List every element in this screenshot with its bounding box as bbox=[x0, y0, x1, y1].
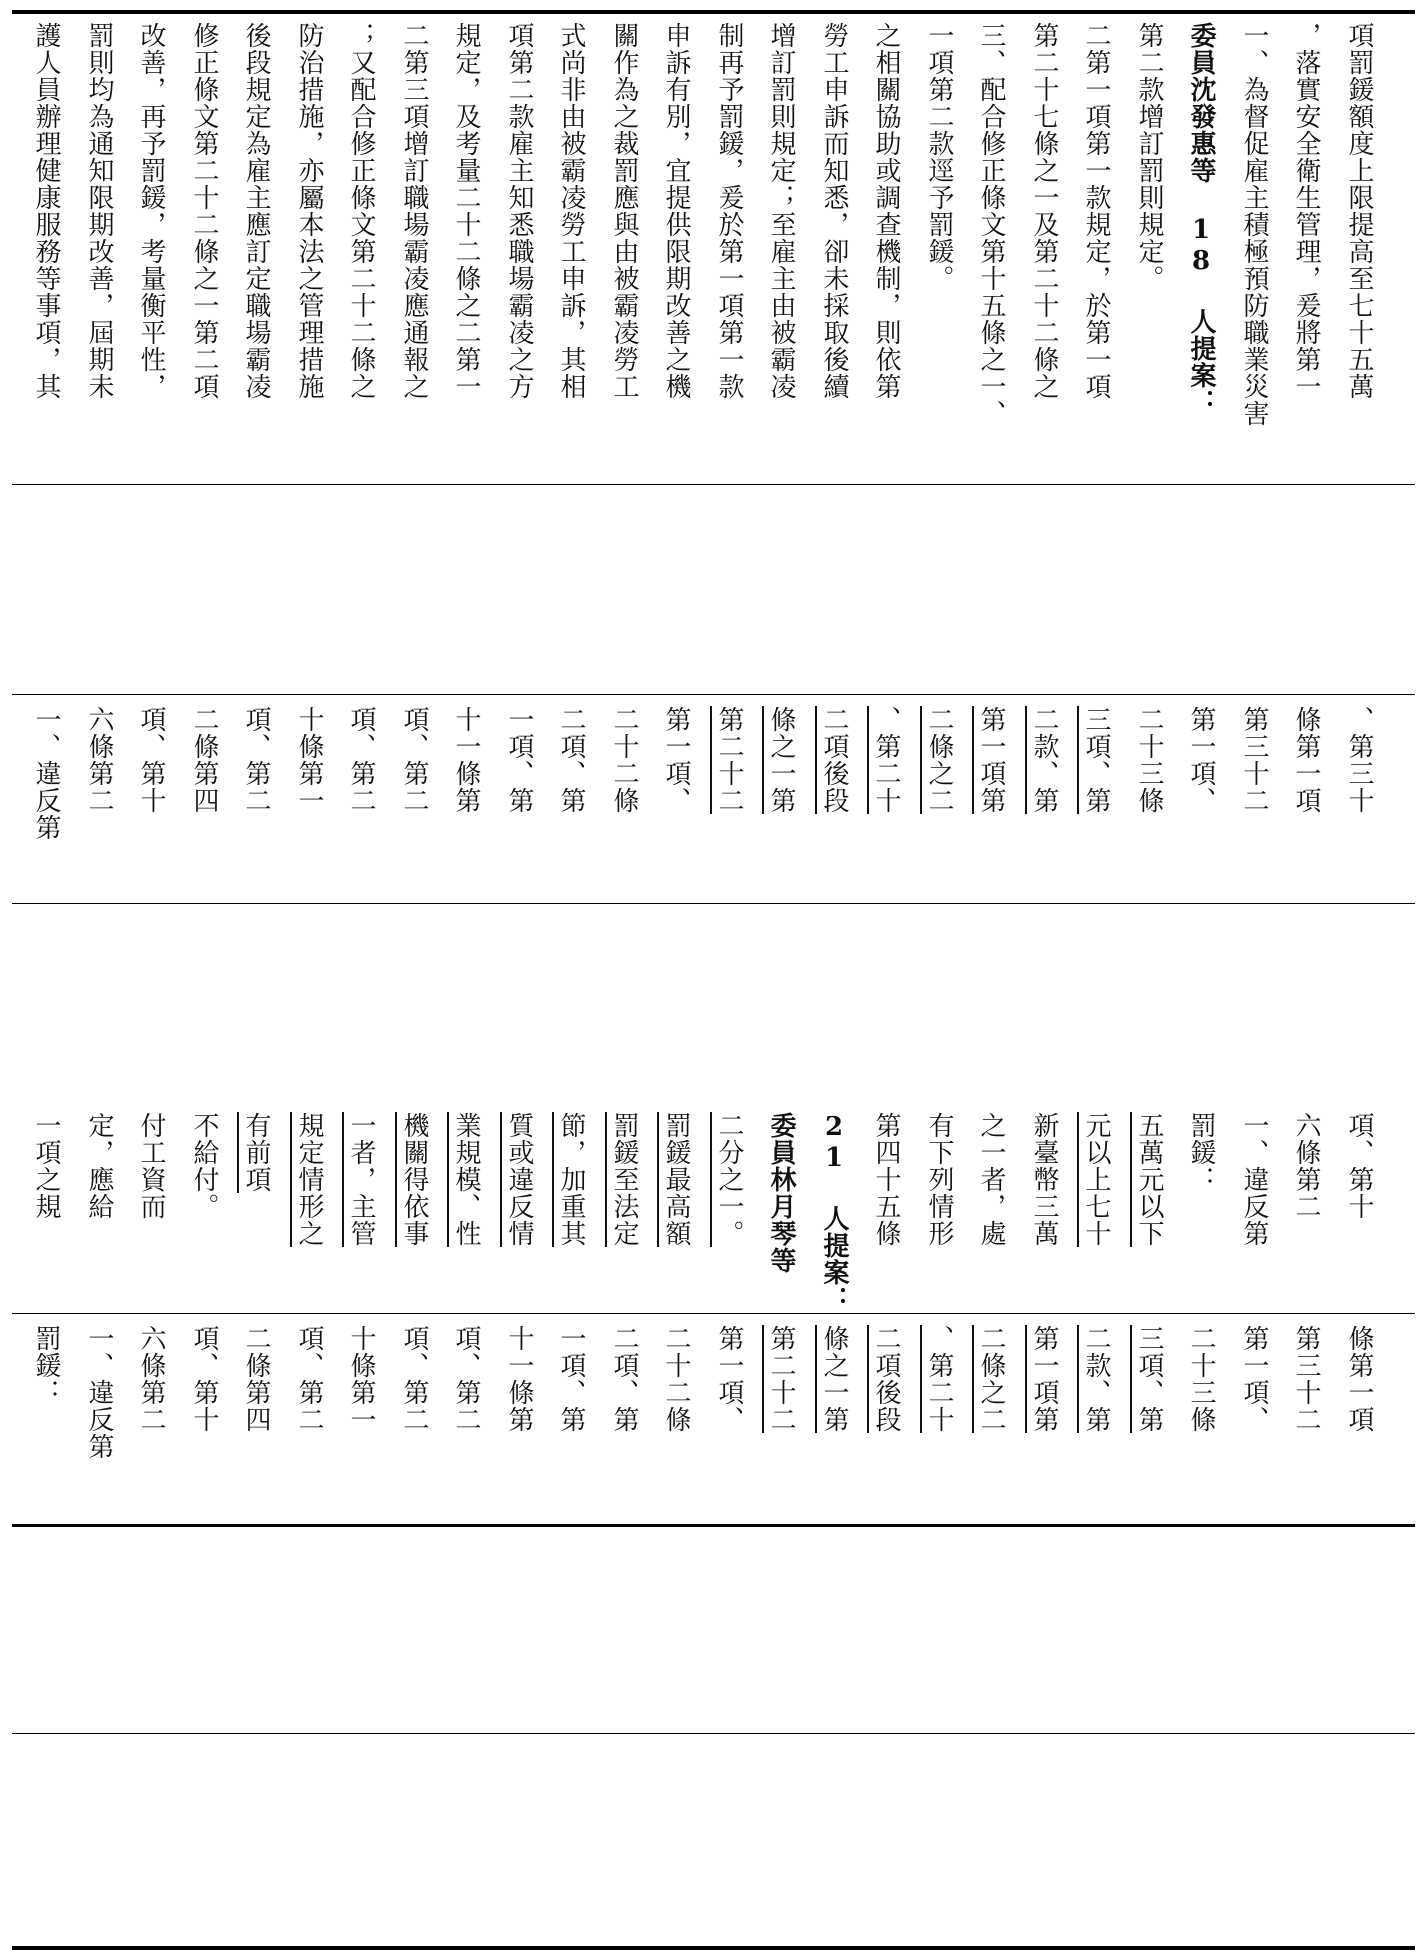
amended-text-column: 、第二十 bbox=[871, 706, 901, 814]
text-column: 二第一項第一款規定，於第一項 bbox=[1081, 22, 1111, 400]
text-column: 一項之規 bbox=[31, 1112, 61, 1220]
text-column: 第一項、 bbox=[1186, 706, 1216, 814]
amended-text-column: 第二十二 bbox=[714, 706, 744, 814]
amended-text-column: 、第二十 bbox=[924, 1325, 954, 1433]
text-column: 項、第二 bbox=[294, 1325, 324, 1433]
text-column: 十條第一 bbox=[346, 1325, 376, 1433]
text-column: 項、第二 bbox=[399, 1325, 429, 1433]
amended-text-column: 罰鍰至法定 bbox=[609, 1112, 639, 1247]
amended-text-column: 二款、第 bbox=[1029, 706, 1059, 814]
text-column: 十條第一 bbox=[294, 706, 324, 814]
text-column: 關作為之裁罰應與由被霸凌勞工 bbox=[609, 22, 639, 400]
divider-1 bbox=[12, 484, 1415, 485]
text-column: 項、第二 bbox=[346, 706, 376, 814]
text-column: 一項、第 bbox=[556, 1325, 586, 1433]
proposer-heading: 委員沈發惠等 18 人提案： bbox=[1186, 22, 1216, 416]
text-column: 六條第二 bbox=[136, 1325, 166, 1433]
text-column: 項、第二 bbox=[241, 706, 271, 814]
text-column: 項罰鍰額度上限提高至七十五萬 bbox=[1344, 22, 1374, 400]
text-column: 項第二款雇主知悉職場霸凌之方 bbox=[504, 22, 534, 400]
text-column: ，落實安全衛生管理，爰將第一 bbox=[1291, 22, 1321, 400]
amended-text-column: 二項後段 bbox=[871, 1325, 901, 1433]
proposer-heading: 委員林月琴等 bbox=[766, 1112, 796, 1274]
text-column: 後段規定為雇主應訂定職場霸凌 bbox=[241, 22, 271, 400]
text-column: 項、第十 bbox=[1344, 1112, 1374, 1220]
text-column: 二第三項增訂職場霸凌應通報之 bbox=[399, 22, 429, 400]
text-column: 二項、第 bbox=[609, 1325, 639, 1433]
text-column: 付工資而 bbox=[136, 1112, 166, 1220]
text-column: 二條第四 bbox=[241, 1325, 271, 1433]
text-column: 一、違反第 bbox=[84, 1325, 114, 1460]
amended-text-column: 一者，主管 bbox=[346, 1112, 376, 1247]
amended-text-column: 第一項第 bbox=[976, 706, 1006, 814]
proposer-heading: 21 人提案： bbox=[819, 1112, 849, 1313]
text-column: 二十三條 bbox=[1186, 1325, 1216, 1433]
text-column: 修正條文第二十二條之一第二項 bbox=[189, 22, 219, 400]
text-column: 二條第四 bbox=[189, 706, 219, 814]
top-rule bbox=[12, 10, 1415, 14]
amended-text-column: 第一項第 bbox=[1029, 1325, 1059, 1433]
text-column: 式尚非由被霸凌勞工申訴，其相 bbox=[556, 22, 586, 400]
text-column: 之相關協助或調查機制，則依第 bbox=[871, 22, 901, 400]
text-column: 之一者，處 bbox=[976, 1112, 1006, 1247]
amended-text-column: 機關得依事 bbox=[399, 1112, 429, 1247]
text-column: 二十二條 bbox=[661, 1325, 691, 1433]
text-column: 申訴有別，宜提供限期改善之機 bbox=[661, 22, 691, 400]
amended-text-column: 條之一第 bbox=[766, 706, 796, 814]
text-column: 規定，及考量二十二條之二第一 bbox=[451, 22, 481, 400]
divider-6 bbox=[12, 1733, 1415, 1734]
amended-text-column: 二條之二 bbox=[924, 706, 954, 814]
divider-3 bbox=[12, 903, 1415, 904]
amended-text-column: 二項後段 bbox=[819, 706, 849, 814]
text-column: 增訂罰則規定；至雇主由被霸凌 bbox=[766, 22, 796, 400]
text-column: 一、為督促雇主積極預防職業災害 bbox=[1239, 22, 1269, 427]
amended-text-column: 二條之二 bbox=[976, 1325, 1006, 1433]
amended-text-column: 質或違反情 bbox=[504, 1112, 534, 1247]
text-column: 一項、第 bbox=[504, 706, 534, 814]
text-column: 護人員辦理健康服務等事項，其 bbox=[31, 22, 61, 400]
text-column: 項、第二 bbox=[399, 706, 429, 814]
amended-text-column: 規定情形之 bbox=[294, 1112, 324, 1247]
text-column: 一項第二款逕予罰鍰。 bbox=[924, 22, 954, 292]
amended-text-column: 三項、第 bbox=[1081, 706, 1111, 814]
text-column: 定，應給 bbox=[84, 1112, 114, 1220]
text-column: 二十二條 bbox=[609, 706, 639, 814]
text-column: 條第一項 bbox=[1291, 706, 1321, 814]
text-column: 二項、第 bbox=[556, 706, 586, 814]
text-column: 第二十七條之一及第二十二條之 bbox=[1029, 22, 1059, 400]
amended-text-column: 有前項 bbox=[241, 1112, 271, 1193]
text-column: 項、第二 bbox=[451, 1325, 481, 1433]
text-column: ；又配合修正條文第二十二條之 bbox=[346, 22, 376, 400]
text-column: 有下列情形 bbox=[924, 1112, 954, 1247]
text-column: 項、第十 bbox=[189, 1325, 219, 1433]
text-column: 三、配合修正條文第十五條之一、 bbox=[976, 22, 1006, 427]
text-column: 第一項、 bbox=[1239, 1325, 1269, 1433]
text-column: 項、第十 bbox=[136, 706, 166, 814]
text-column: 制再予罰鍰，爰於第一項第一款 bbox=[714, 22, 744, 400]
text-column: 新臺幣三萬 bbox=[1029, 1112, 1059, 1247]
text-column: 條第一項 bbox=[1344, 1325, 1374, 1433]
amended-text-column: 二分之一。 bbox=[714, 1112, 744, 1247]
amended-text-column: 條之一第 bbox=[819, 1325, 849, 1433]
text-column: 勞工申訴而知悉，卻未採取後續 bbox=[819, 22, 849, 400]
text-column: 二十三條 bbox=[1134, 706, 1164, 814]
text-column: 罰鍰： bbox=[31, 1325, 61, 1406]
text-column: 十一條第 bbox=[504, 1325, 534, 1433]
divider-4 bbox=[12, 1313, 1415, 1314]
bottom-rule bbox=[12, 1946, 1415, 1950]
text-column: 罰鍰： bbox=[1186, 1112, 1216, 1193]
divider-5 bbox=[12, 1524, 1415, 1527]
amended-text-column: 第二十二 bbox=[766, 1325, 796, 1433]
text-column: 六條第二 bbox=[84, 706, 114, 814]
text-column: 六條第二 bbox=[1291, 1112, 1321, 1220]
amended-text-column: 元以上七十 bbox=[1081, 1112, 1111, 1247]
amended-text-column: 二款、第 bbox=[1081, 1325, 1111, 1433]
amended-text-column: 罰鍰最高額 bbox=[661, 1112, 691, 1247]
text-column: 罰則均為通知限期改善，屆期未 bbox=[84, 22, 114, 400]
text-column: 第四十五條 bbox=[871, 1112, 901, 1247]
amended-text-column: 業規模、性 bbox=[451, 1112, 481, 1247]
text-column: 第一項、 bbox=[661, 706, 691, 814]
text-column: 十一條第 bbox=[451, 706, 481, 814]
text-column: 改善，再予罰鍰，考量衡平性， bbox=[136, 22, 166, 400]
text-column: 一、違反第 bbox=[31, 706, 61, 841]
text-column: 、第三十 bbox=[1344, 706, 1374, 814]
text-column: 不給付。 bbox=[189, 1112, 219, 1220]
text-column: 防治措施，亦屬本法之管理措施 bbox=[294, 22, 324, 400]
amended-text-column: 節，加重其 bbox=[556, 1112, 586, 1247]
amended-text-column: 三項、第 bbox=[1134, 1325, 1164, 1433]
text-column: 第三十二 bbox=[1239, 706, 1269, 814]
divider-2 bbox=[12, 694, 1415, 695]
text-column: 第一項、 bbox=[714, 1325, 744, 1433]
text-column: 一、違反第 bbox=[1239, 1112, 1269, 1247]
text-column: 第三十二 bbox=[1291, 1325, 1321, 1433]
amended-text-column: 五萬元以下 bbox=[1134, 1112, 1164, 1247]
text-column: 第二款增訂罰則規定。 bbox=[1134, 22, 1164, 292]
